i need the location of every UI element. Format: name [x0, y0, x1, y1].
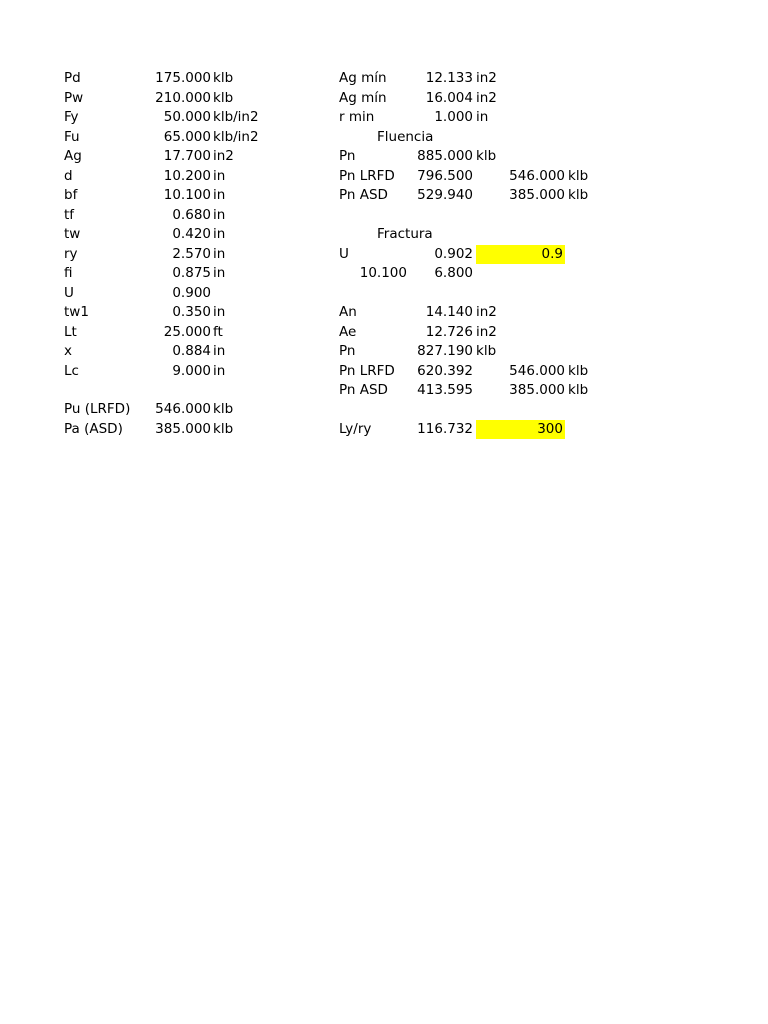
limit-fr-u-highlight: 0.9: [476, 245, 565, 264]
value-tf: 0.680: [172, 206, 211, 223]
limit-slenderness-highlight: 300: [476, 420, 565, 439]
required-unit-fl-pn-lrfd: klb: [568, 167, 589, 184]
label-pu-lrfd: Pu (LRFD): [64, 401, 131, 417]
value-fu: 65.000: [163, 128, 211, 145]
value-pa-asd: 385.000: [155, 420, 211, 437]
label-u: U: [64, 284, 74, 301]
value-pw: 210.000: [155, 89, 211, 106]
unit-d: in: [213, 167, 226, 184]
value-fr-u: 0.902: [434, 245, 473, 262]
unit-x: in: [213, 343, 226, 359]
label-fr-ae: Ae: [339, 323, 357, 340]
required-fr-pn-asd: 385.000: [509, 382, 565, 398]
unit-lt: ft: [213, 323, 223, 340]
unit-tw1: in: [213, 304, 226, 320]
value-fl-pn: 885.000: [417, 148, 473, 164]
unit-ag-min-2: in2: [476, 89, 497, 106]
section-title-fractura: Fractura: [377, 226, 433, 242]
value-fr-an: 14.140: [425, 304, 473, 320]
required-fl-pn-lrfd: 546.000: [509, 167, 565, 184]
value-lt: 25.000: [163, 323, 211, 340]
value-fr-ae: 12.726: [425, 323, 473, 340]
label-fu: Fu: [64, 128, 80, 145]
unit-ag-min-1: in2: [476, 70, 497, 86]
label-fi: fi: [64, 265, 73, 281]
label-ag: Ag: [64, 148, 82, 164]
value-ag: 17.700: [163, 148, 211, 164]
required-fl-pn-asd: 385.000: [509, 187, 565, 203]
label-ry: ry: [64, 245, 78, 262]
unit-pa-asd: klb: [213, 420, 234, 437]
label-slenderness: Ly/ry: [339, 420, 372, 437]
label-fr-pn-lrfd: Pn LRFD: [339, 362, 395, 379]
value-fr-pn-lrfd: 620.392: [417, 362, 473, 379]
value-tw1: 0.350: [172, 304, 211, 320]
value-fi: 0.875: [172, 265, 211, 281]
unit-fl-pn: klb: [476, 148, 497, 164]
label-fl-pn-lrfd: Pn LRFD: [339, 167, 395, 184]
required-unit-fl-pn-asd: klb: [568, 187, 589, 203]
unit-lc: in: [213, 362, 226, 379]
label-tw: tw: [64, 226, 81, 242]
label-bf: bf: [64, 187, 78, 203]
unit-fr-pn: klb: [476, 343, 497, 359]
label-ag-min-2: Ag mín: [339, 89, 387, 106]
value-pu-lrfd: 546.000: [155, 401, 211, 417]
value-ag-min-2: 16.004: [425, 89, 473, 106]
label-tf: tf: [64, 206, 75, 223]
unit-u: [213, 284, 273, 303]
value-ag-min-1: 12.133: [425, 70, 473, 86]
label-lc: Lc: [64, 362, 79, 379]
required-unit-fr-pn-asd: klb: [568, 382, 589, 398]
unit-r-min: in: [476, 109, 489, 125]
label-x: x: [64, 343, 72, 359]
unit-tf: in: [213, 206, 226, 223]
unit-fu: klb/in2: [213, 128, 259, 145]
unit-ag: in2: [213, 148, 234, 164]
label-fl-pn: Pn: [339, 148, 356, 164]
required-fr-pn-lrfd: 546.000: [509, 362, 565, 379]
value-d: 10.200: [163, 167, 211, 184]
label-pw: Pw: [64, 89, 84, 106]
value-x: 0.884: [172, 343, 211, 359]
unit-fy: klb/in2: [213, 109, 259, 125]
unit-fr-an: in2: [476, 304, 497, 320]
value-fy: 50.000: [163, 109, 211, 125]
value-ry: 2.570: [172, 245, 211, 262]
value-fl-pn-asd: 529.940: [417, 187, 473, 203]
value-fr-extra-b: 6.800: [434, 265, 473, 281]
required-unit-fr-pn-lrfd: klb: [568, 362, 589, 379]
label-pd: Pd: [64, 70, 81, 86]
value-lc: 9.000: [172, 362, 211, 379]
unit-fi: in: [213, 265, 226, 281]
unit-pd: klb: [213, 70, 234, 86]
value-pd: 175.000: [155, 70, 211, 86]
unit-pw: klb: [213, 89, 234, 106]
label-pa-asd: Pa (ASD): [64, 420, 123, 437]
label-tw1: tw1: [64, 304, 89, 320]
unit-bf: in: [213, 187, 226, 203]
value-fr-pn: 827.190: [417, 343, 473, 359]
section-title-fluencia: Fluencia: [377, 128, 434, 145]
value-bf: 10.100: [163, 187, 211, 203]
label-lt: Lt: [64, 323, 77, 340]
label-fy: Fy: [64, 109, 79, 125]
label-ag-min-1: Ag mín: [339, 70, 387, 86]
label-fr-an: An: [339, 304, 357, 320]
value-fr-extra-a: 10.100: [359, 265, 407, 281]
label-fr-pn-asd: Pn ASD: [339, 382, 388, 398]
label-r-min: r min: [339, 109, 375, 125]
label-fr-u: U: [339, 245, 349, 262]
value-r-min: 1.000: [434, 109, 473, 125]
label-d: d: [64, 167, 73, 184]
value-slenderness: 116.732: [417, 420, 473, 437]
label-fr-pn: Pn: [339, 343, 356, 359]
value-tw: 0.420: [172, 226, 211, 242]
unit-tw: in: [213, 226, 226, 242]
label-fl-pn-asd: Pn ASD: [339, 187, 388, 203]
value-fl-pn-lrfd: 796.500: [417, 167, 473, 184]
unit-fr-ae: in2: [476, 323, 497, 340]
value-u: 0.900: [172, 284, 211, 301]
value-fr-pn-asd: 413.595: [417, 382, 473, 398]
unit-ry: in: [213, 245, 226, 262]
unit-pu-lrfd: klb: [213, 401, 234, 417]
